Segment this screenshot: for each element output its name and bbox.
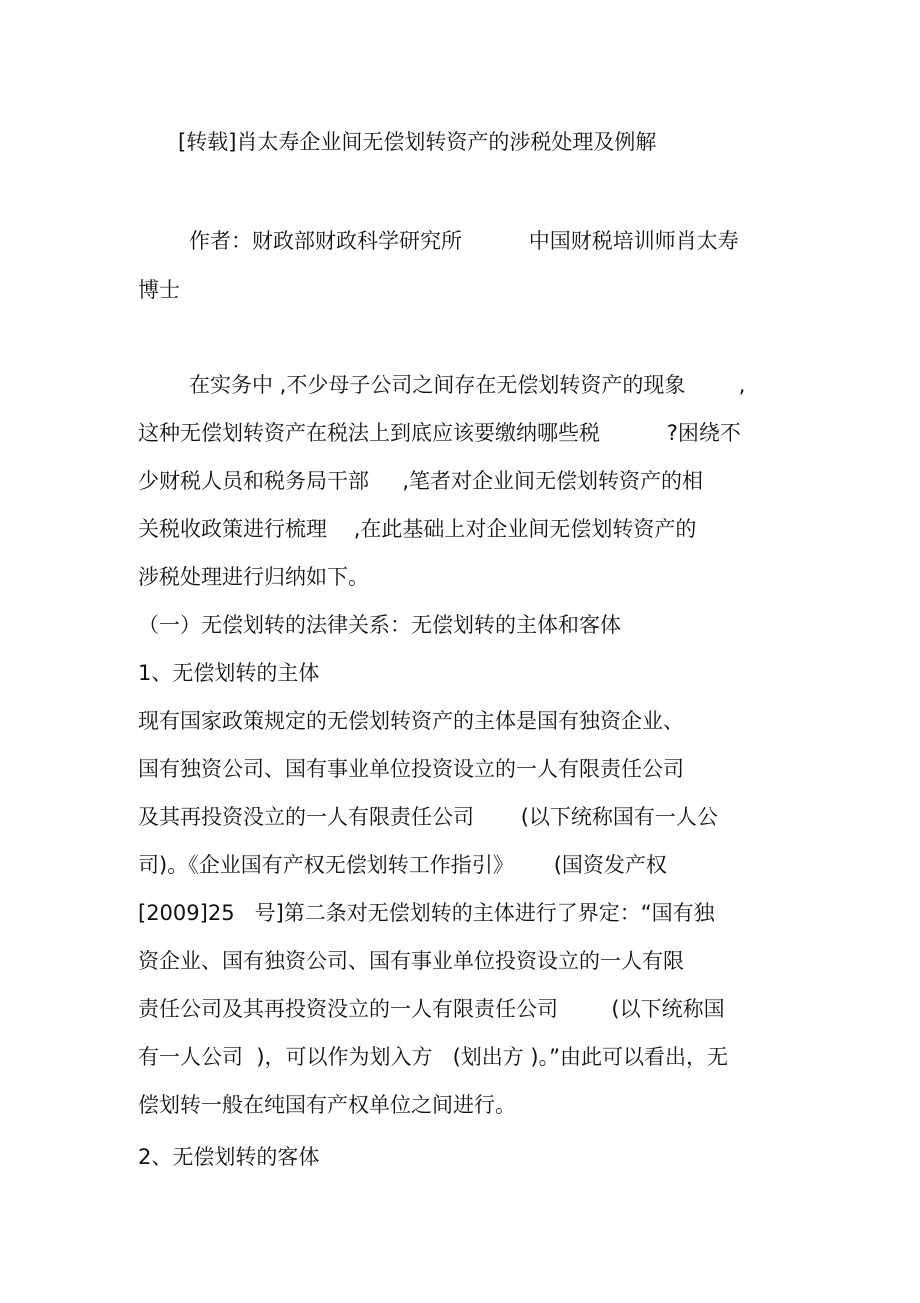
section-heading: （一）无偿划转的法律关系：无偿划转的主体和客体: [138, 613, 621, 637]
intro-line-4: 关税收政策进行梳理 ,在此基础上对企业间无偿划转资产的: [138, 517, 697, 541]
author-line: 作者：财政部财政科学研究所 中国财税培训师肖太寿: [189, 229, 739, 253]
author-line-continuation: 博士: [138, 278, 180, 302]
body-line-7: 责任公司及其再投资没立的一人有限责任公司 (以下统称国: [138, 997, 725, 1021]
body-line-5: [2009]25 号]第二条对无偿划转的主体进行了界定：“国有独: [138, 901, 715, 925]
body-line-9: 偿划转一般在纯国有产权单位之间进行。: [138, 1093, 516, 1117]
document-title: [转载]肖太寿企业间无偿划转资产的涉税处理及例解: [178, 130, 657, 154]
intro-line-5: 涉税处理进行归纳如下。: [138, 565, 369, 589]
subheading-subject: 1、无偿划转的主体: [138, 661, 320, 685]
body-line-1: 现有国家政策规定的无偿划转资产的主体是国有独资企业、: [138, 709, 684, 733]
body-line-8: 有一人公司 )，可以作为划入方 (划出方 )。”由此可以看出，无: [138, 1045, 729, 1069]
intro-line-2: 这种无偿划转资产在税法上到底应该要缴纳哪些税 ?困绕不: [138, 421, 741, 445]
intro-line-3: 少财税人员和税务局干部 ,笔者对企业间无偿划转资产的相: [138, 469, 704, 493]
intro-line-1: 在实务中 ,不少母子公司之间存在无偿划转资产的现象 ,: [189, 373, 746, 397]
body-line-2: 国有独资公司、国有事业单位投资设立的一人有限责任公司: [138, 757, 684, 781]
body-line-4: 司)。《企业国有产权无偿划转工作指引》 (国资发产权: [138, 853, 667, 877]
body-line-3: 及其再投资没立的一人有限责任公司 (以下统称国有一人公: [138, 805, 718, 829]
subheading-object: 2、无偿划转的客体: [138, 1145, 320, 1169]
body-line-6: 资企业、国有独资公司、国有事业单位投资设立的一人有限: [138, 949, 684, 973]
